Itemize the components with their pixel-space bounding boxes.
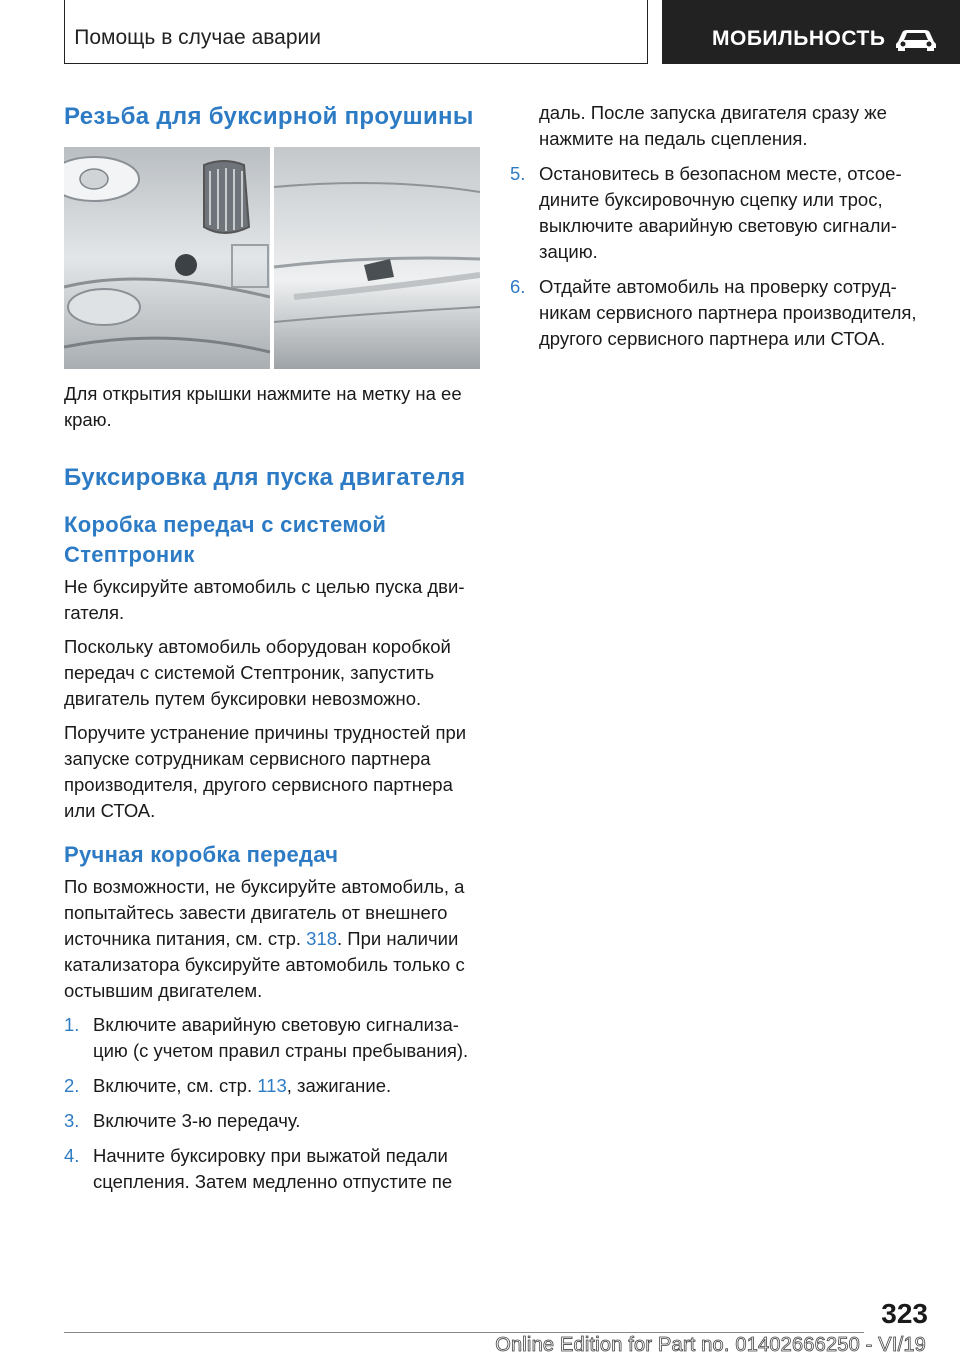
- step-number: 6.: [510, 276, 526, 297]
- step-number: 2.: [64, 1075, 80, 1096]
- page-link-113[interactable]: 113: [257, 1075, 287, 1096]
- list-item: 4. Начните буксировку при выжатой педали сцепления. Затем медленно отпустите пе: [64, 1145, 453, 1192]
- list-item: 3. Включите 3-ю передачу.: [64, 1108, 484, 1134]
- section-title: Помощь в случае аварии: [74, 26, 321, 49]
- step-number: 5.: [510, 163, 526, 184]
- paragraph-steptronic-impossible: Поскольку автомобиль оборудован коробкой передач с системой Стептроник, запустить двигатель путем буксировки невозможно.: [64, 636, 451, 709]
- page-number: 323: [881, 1298, 928, 1329]
- page-link-318[interactable]: 318: [306, 928, 338, 949]
- list-item: 5. Остановитесь в безопасном месте, отсоедините буксировочную сцепку или трос, выключите аварийную световую сигнализацию.: [510, 163, 902, 262]
- heading-tow-start: Буксировка для пуска двигателя: [64, 464, 466, 491]
- step-4-continuation: даль. После запуска двигателя сразу же нажмите на педаль сцепления.: [539, 102, 887, 149]
- tow-start-steps-continued: [510, 161, 930, 352]
- step-number: 3.: [64, 1110, 80, 1131]
- edition-footer: Online Edition for Part no. 01402666250 - VI/19: [495, 1334, 926, 1356]
- list-item: 6. Отдайте автомобиль на проверку сотрудникам сервисного партнера производителя, другого сервисного партнера или СТОА.: [510, 276, 917, 349]
- step-number: 4.: [64, 1145, 80, 1166]
- chapter-title: МОБИЛЬНОСТЬ: [712, 27, 886, 50]
- chapter-tab: [662, 0, 960, 64]
- tow-start-steps: [64, 1012, 484, 1195]
- figure-caption: Для открытия крышки нажмите на метку на ее краю.: [64, 383, 462, 430]
- paragraph-jump-start: По возможности, не буксируйте автомобиль, а попытайтесь завести двигатель от внешнего источника питания, см. стр. 318. При наличии катализатора буксируйте автомобиль только с остывшим двигателем.: [64, 876, 465, 1001]
- heading-steptronic: Коробка передач с системой Стептроник: [64, 512, 387, 567]
- heading-manual-gearbox: Ручная коробка передач: [64, 842, 339, 867]
- right-column: [510, 100, 930, 361]
- bumper-photo: [64, 147, 480, 369]
- bumper-illustration: [64, 147, 480, 369]
- heading-tow-eye-thread: Резьба для буксирной проушины: [64, 103, 474, 130]
- left-column: [64, 100, 484, 1204]
- paragraph-service-partner: Поручите устранение причины трудностей при запуске сотрудникам сервисного партнера производителя, другого сервисного партнера или СТОА.: [64, 722, 467, 821]
- list-item: 1. Включите аварийную световую сигнализацию (с учетом правил страны пребывания).: [64, 1014, 469, 1061]
- header-section-box: [64, 0, 648, 64]
- list-item: 2. Включите, см. стр. 113, зажигание.: [64, 1073, 484, 1099]
- step-number: 1.: [64, 1014, 80, 1035]
- footer-divider: [64, 1332, 864, 1333]
- car-icon: [894, 27, 938, 51]
- paragraph-no-tow-start: Не буксируйте автомобиль с целью пуска двигателя.: [64, 576, 465, 623]
